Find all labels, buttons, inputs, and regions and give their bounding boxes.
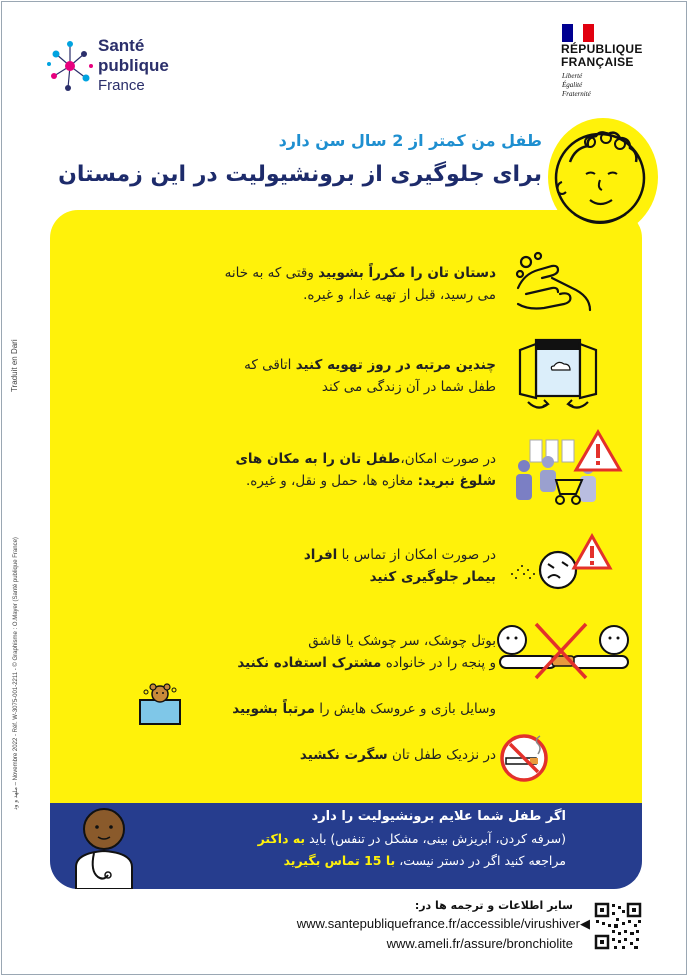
- tip-no-smoking: [300, 744, 496, 766]
- alert-call-15-highlight: با 15 تماس بگیرید: [283, 853, 396, 868]
- alert-line1: اگر طفل شما علایم برونشیولیت را دارد: [311, 809, 566, 824]
- rf-line2: FRANÇAISE: [561, 55, 634, 69]
- molecule-icon: [46, 36, 94, 94]
- rf-line1: RÉPUBLIQUE: [561, 42, 643, 56]
- tip-wash-toys: [232, 698, 496, 720]
- tip3-pre: در صورت امکان،: [400, 451, 496, 467]
- arrow-left-icon: ◀: [580, 916, 590, 931]
- tip6-pre: وسایل بازی و عروسک هایش را: [314, 701, 496, 717]
- tip1-bold: دستان تان را مکرراً بشویید: [318, 265, 496, 281]
- marianne-flag-icon: [562, 24, 594, 42]
- side-credits: ملهد و ود – Novembre 2022 - Réf. W-3075-001-2211 - © Graphisme : O.Mayer (Santé publique France): [13, 537, 19, 810]
- tip5-bold: مشترک استفاده نکنید: [237, 655, 382, 671]
- tip3-rest: مغازه ها، حمل و نقل، و غیره.: [245, 473, 418, 489]
- baby-face-icon: [550, 122, 650, 232]
- tip2-line2: طفل شما در آن زندگی می کند: [321, 379, 496, 395]
- footer-url-santepublique[interactable]: [297, 916, 590, 932]
- tip7-bold: سگرت نکشید: [299, 747, 388, 763]
- tip-no-sharing: [237, 630, 496, 674]
- tip2-rest: اتاقی که: [244, 357, 296, 373]
- tip-sick-people: [304, 544, 496, 588]
- tip1-line2: می رسید، قبل از تهیه غدا، و غیره.: [303, 287, 496, 303]
- qr-code-icon[interactable]: [594, 902, 642, 950]
- toy-washing-icon: [138, 682, 182, 726]
- rf-motto-liberte: Liberté: [562, 72, 583, 80]
- tip5-pre: و پنجه را در خانواده: [381, 655, 496, 671]
- open-window-icon: [514, 336, 602, 416]
- rf-motto-egalite: Égalité: [562, 81, 583, 89]
- poster-title: برای جلوگیری از برونشیولیت در این زمستان: [58, 162, 542, 187]
- republique-francaise-logo: [558, 24, 668, 104]
- alert-line2: [258, 831, 566, 846]
- sneeze-warning-icon: [508, 532, 614, 596]
- tip-crowds: [235, 448, 496, 492]
- footer-url-ameli[interactable]: www.ameli.fr/assure/bronchiolite: [386, 936, 573, 951]
- tip6-bold: مرتباً بشویید: [232, 701, 315, 717]
- sante-publique-france-logo: [46, 32, 186, 102]
- tip3-bold: طفل تان را به مکان های: [235, 451, 401, 467]
- tip4-pre: در صورت امکان از تماس با: [337, 547, 496, 563]
- tip1-rest: وقتی که به خانه: [224, 265, 319, 281]
- poster-subtitle: طفل من کمتر از 2 سال سن دارد: [278, 131, 542, 150]
- symptoms-alert-bar: [50, 803, 642, 889]
- footer-url1-text[interactable]: www.santepubliquefrance.fr/accessible/virushiver: [296, 916, 580, 931]
- logo-text-sante: Santé: [98, 36, 145, 55]
- logo-text-publique: publique: [98, 56, 169, 75]
- alert-line3-text: مراجعه کنید اگر در دستر نیست،: [399, 853, 566, 868]
- tip7-pre: در نزدیک طفل تان: [387, 747, 496, 763]
- alert-line2-text: (سرفه کردن، آبریزش بینی، مشکل در تنفس) باید: [309, 831, 566, 846]
- alert-doctor-highlight: به داکتر: [257, 831, 306, 846]
- no-smoking-icon: [498, 732, 550, 784]
- logo-text-france: France: [98, 77, 145, 94]
- tip5-line1: بوتل چوشک، سر چوشک یا قاشق: [308, 633, 496, 649]
- tip-hand-washing: [225, 262, 496, 306]
- alert-line3: [284, 853, 566, 868]
- rf-motto-fraternite: Fraternité: [562, 90, 591, 98]
- hand-washing-icon: [512, 248, 592, 318]
- tip4-bold: افراد: [303, 547, 338, 563]
- no-sharing-icon: [494, 620, 634, 682]
- tip-ventilate: [244, 354, 496, 398]
- doctor-icon: [72, 805, 136, 889]
- tip3-bold2: شلوغ نبرید:: [417, 473, 496, 489]
- side-translated-label: Traduit en Dari: [10, 339, 19, 392]
- footer-info-label: سایر اطلاعات و ترجمه ها در:: [414, 899, 573, 912]
- tip4-bold2: بیمار جلوگیری کنید: [369, 569, 496, 585]
- tip2-bold: چندین مرتبه در روز تهویه کنید: [295, 357, 496, 373]
- crowd-warning-icon: [512, 428, 624, 512]
